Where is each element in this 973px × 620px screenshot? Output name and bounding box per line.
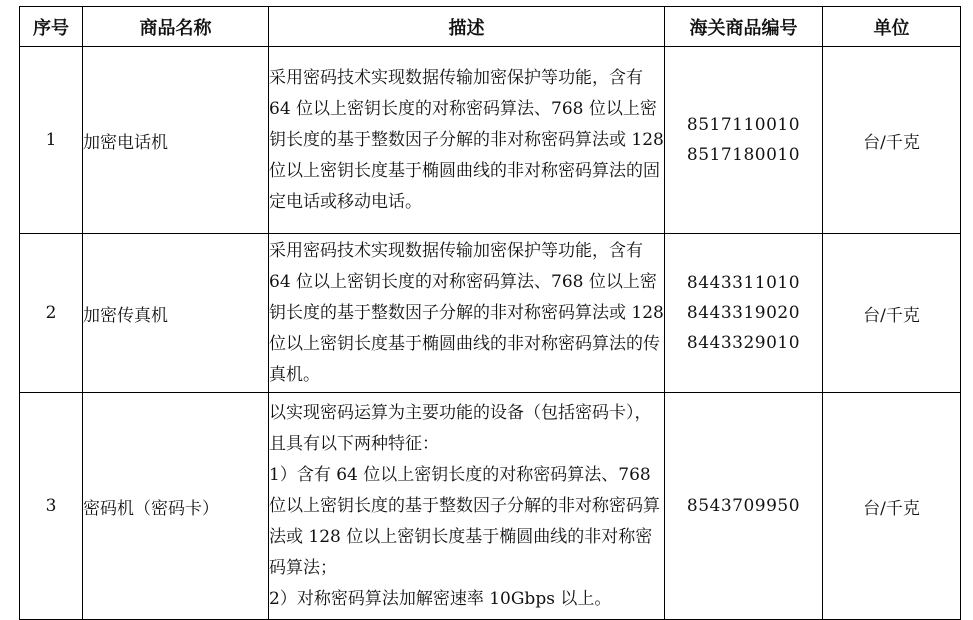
description-intro: 以实现密码运算为主要功能的设备（包括密码卡），且具有以下两种特征： bbox=[269, 402, 652, 454]
header-product-name: 商品名称 bbox=[83, 7, 269, 47]
serial-number-cell: 2 bbox=[20, 234, 83, 393]
header-unit: 单位 bbox=[823, 7, 961, 47]
customs-code: 8517110010 bbox=[686, 115, 801, 135]
product-name-cell: 密码机（密码卡） bbox=[83, 393, 269, 620]
customs-code: 8443311010 bbox=[686, 273, 801, 293]
customs-code: 8443329010 bbox=[686, 333, 801, 353]
description-feature-1: 1）含有 64 位以上密钥长度的对称密码算法、768 位以上密钥长度的基于整数因子分解的非对称密码算法或 128 位以上密钥长度基于椭圆曲线的非对称密码算法； bbox=[269, 464, 660, 578]
description-cell: 采用密码技术实现数据传输加密保护等功能，含有 64 位以上密钥长度的对称密码算法、768 位以上密钥长度的基于整数因子分解的非对称密码算法或 128 位以上密钥长度基于椭圆曲线的非对称密码算法的传真机。 bbox=[269, 234, 665, 393]
header-serial-number: 序号 bbox=[20, 7, 83, 47]
serial-number-cell: 1 bbox=[20, 47, 83, 234]
customs-code-cell bbox=[665, 234, 823, 393]
description-cell: 采用密码技术实现数据传输加密保护等功能，含有 64 位以上密钥长度的对称密码算法、768 位以上密钥长度的基于整数因子分解的非对称密码算法或 128 位以上密钥长度基于椭圆曲线的非对称密码算法的固定电话或移动电话。 bbox=[269, 47, 665, 234]
customs-code: 8517180010 bbox=[686, 145, 801, 165]
table-row bbox=[20, 47, 961, 234]
customs-code-cell bbox=[665, 47, 823, 234]
commodity-table bbox=[19, 6, 961, 620]
header-customs-code: 海关商品编号 bbox=[665, 7, 823, 47]
serial-number-cell: 3 bbox=[20, 393, 83, 620]
header-description: 描述 bbox=[269, 7, 665, 47]
unit-cell: 台/千克 bbox=[823, 393, 961, 620]
customs-code: 8443319020 bbox=[686, 303, 801, 323]
product-name-cell: 加密传真机 bbox=[83, 234, 269, 393]
customs-code: 8543709950 bbox=[686, 496, 801, 516]
table-header-row bbox=[20, 7, 961, 47]
product-name-cell: 加密电话机 bbox=[83, 47, 269, 234]
customs-code-cell bbox=[665, 393, 823, 620]
unit-cell: 台/千克 bbox=[823, 234, 961, 393]
table-row bbox=[20, 393, 961, 620]
description-cell bbox=[269, 393, 665, 620]
description-feature-2: 2）对称密码算法加解密速率 10Gbps 以上。 bbox=[269, 588, 612, 609]
unit-cell: 台/千克 bbox=[823, 47, 961, 234]
table-row bbox=[20, 234, 961, 393]
